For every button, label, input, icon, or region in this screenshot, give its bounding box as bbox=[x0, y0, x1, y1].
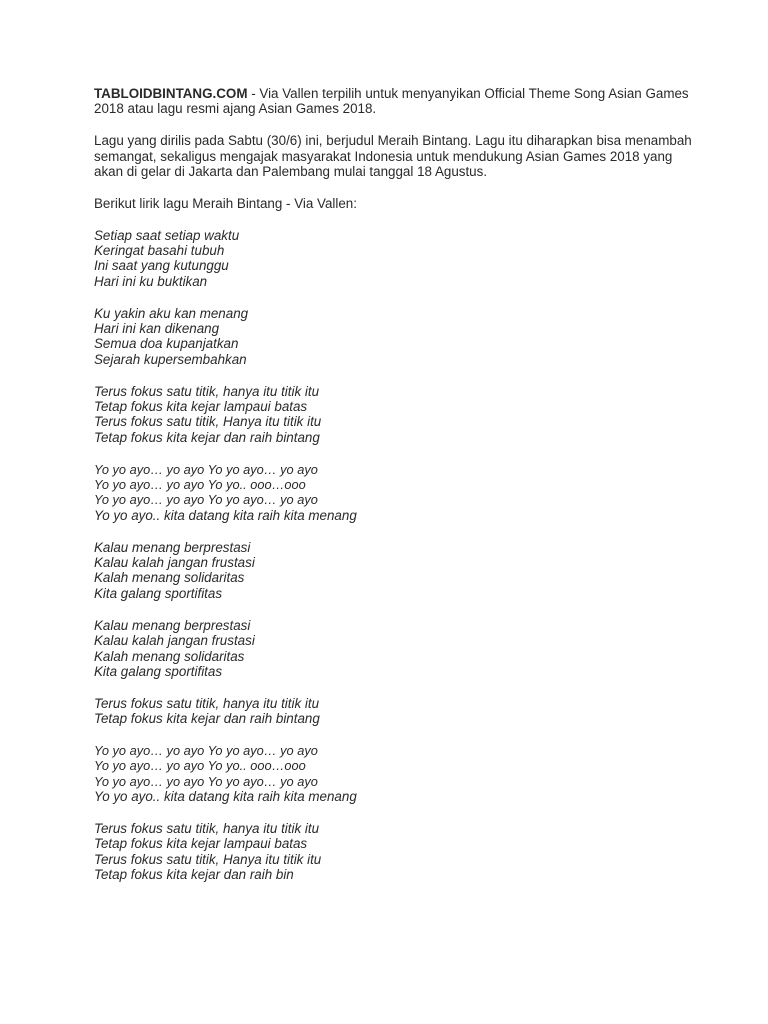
lyric-line: Tetap fokus kita kejar lampaui batas bbox=[94, 836, 308, 852]
lyric-line: Kalah menang solidaritas bbox=[94, 648, 245, 664]
lyric-line: Yo yo ayo… yo ayo Yo yo.. ooo…ooo bbox=[94, 758, 306, 774]
lyrics-intro: Berikut lirik lagu Meraih Bintang - Via Vallen: bbox=[94, 195, 357, 211]
lyric-stanza bbox=[94, 462, 694, 524]
intro-text: - Via Vallen terpilih untuk menyanyikan Official Theme Song Asian Games 2018 atau lagu resmi ajang Asian Games 2018. bbox=[94, 86, 689, 117]
lyric-stanza bbox=[94, 821, 694, 883]
lyric-line: Yo yo ayo… yo ayo Yo yo ayo… yo ayo bbox=[94, 492, 318, 508]
lyric-line: Yo yo ayo… yo ayo Yo yo ayo… yo ayo bbox=[94, 773, 318, 789]
lyric-line: Kalau kalah jangan frustasi bbox=[94, 555, 255, 571]
lyric-line: Tetap fokus kita kejar dan raih bintang bbox=[94, 711, 320, 727]
lyric-line: Terus fokus satu titik, Hanya itu titik itu bbox=[94, 414, 322, 430]
lyric-line: Yo yo ayo… yo ayo Yo yo.. ooo…ooo bbox=[94, 477, 306, 493]
lyric-line: Terus fokus satu titik, Hanya itu titik itu bbox=[94, 851, 322, 867]
lyric-line: Terus fokus satu titik, hanya itu titik itu bbox=[94, 820, 320, 836]
lyric-stanza bbox=[94, 306, 694, 368]
lyric-line: Kalau menang berprestasi bbox=[94, 539, 251, 555]
lyric-line: Yo yo ayo.. kita datang kita raih kita menang bbox=[94, 507, 357, 523]
lyric-line: Hari ini ku buktikan bbox=[94, 273, 208, 289]
lyric-stanza bbox=[94, 618, 694, 680]
lyric-line: Yo yo ayo… yo ayo Yo yo ayo… yo ayo bbox=[94, 742, 318, 758]
lyric-line: Tetap fokus kita kejar lampaui batas bbox=[94, 399, 308, 415]
lyric-stanza bbox=[94, 696, 694, 727]
lyric-line: Kalah menang solidaritas bbox=[94, 570, 245, 586]
lyric-line: Kita galang sportifitas bbox=[94, 585, 223, 601]
intro-paragraph bbox=[94, 86, 694, 117]
lyric-line: Ku yakin aku kan menang bbox=[94, 305, 249, 321]
lyric-line: Keringat basahi tubuh bbox=[94, 243, 225, 259]
lyric-line: Kita galang sportifitas bbox=[94, 663, 223, 679]
document-page bbox=[94, 86, 694, 899]
lyric-line: Yo yo ayo.. kita datang kita raih kita menang bbox=[94, 789, 357, 805]
lyric-line: Terus fokus satu titik, hanya itu titik itu bbox=[94, 383, 320, 399]
lyric-line: Kalau kalah jangan frustasi bbox=[94, 633, 255, 649]
source-name: TABLOIDBINTANG.COM bbox=[94, 86, 248, 101]
lyric-line: Terus fokus satu titik, hanya itu titik itu bbox=[94, 695, 320, 711]
lyric-line: Sejarah kupersembahkan bbox=[94, 351, 247, 367]
lyric-line: Kalau menang berprestasi bbox=[94, 617, 251, 633]
lyric-line: Semua doa kupanjatkan bbox=[94, 336, 239, 352]
lyric-stanza bbox=[94, 228, 694, 290]
lyric-line: Tetap fokus kita kejar dan raih bintang bbox=[94, 429, 320, 445]
lyric-line: Setiap saat setiap waktu bbox=[94, 227, 240, 243]
lyric-stanza bbox=[94, 384, 694, 446]
lyric-line: Yo yo ayo… yo ayo Yo yo ayo… yo ayo bbox=[94, 461, 318, 477]
lyric-stanza bbox=[94, 743, 694, 805]
lyrics-section bbox=[94, 228, 694, 883]
lyric-line: Tetap fokus kita kejar dan raih bin bbox=[94, 867, 294, 883]
lyric-line: Ini saat yang kutunggu bbox=[94, 258, 229, 274]
lyric-stanza bbox=[94, 540, 694, 602]
body-paragraph: Lagu yang dirilis pada Sabtu (30/6) ini, berjudul Meraih Bintang. Lagu itu diharapkan bisa menambah semangat, sekaligus mengajak masyarakat Indonesia untuk mendukung Asian Games 2018 yang akan di gelar di Jakarta dan Palembang mulai tanggal 18 Agustus. bbox=[94, 133, 692, 180]
lyric-line: Hari ini kan dikenang bbox=[94, 321, 220, 337]
